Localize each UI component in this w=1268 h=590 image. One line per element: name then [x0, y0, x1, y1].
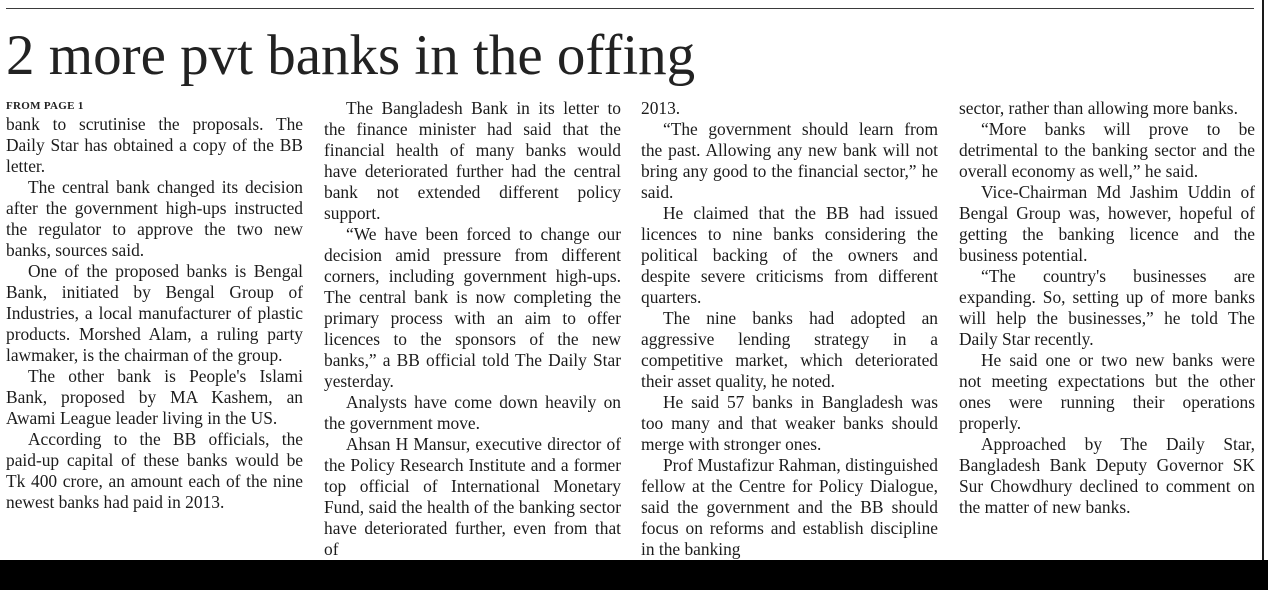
paragraph: bank to scrutinise the proposals. The Daily Star has obtained a copy of the BB letter. — [6, 114, 303, 176]
paragraph: “The country's businesses are expanding. So, setting up of more banks will help the businesses,” he told The Daily Star recently. — [959, 266, 1255, 349]
article-column-1 — [6, 98, 303, 560]
paragraph: “More banks will prove to be detrimental to the banking sector and the overall economy as well,” he said. — [959, 119, 1255, 181]
top-rule — [6, 8, 1254, 9]
paragraph: The central bank changed its decision after the government high-ups instructed the regulator to approve the two new banks, sources said. — [6, 177, 303, 260]
paragraph: He claimed that the BB had issued licences to nine banks considering the political backing of the owners and despite severe criticisms from different quarters. — [641, 203, 938, 307]
paragraph: The other bank is People's Islami Bank, proposed by MA Kashem, an Awami League leader living in the US. — [6, 366, 303, 428]
article-column-4 — [959, 98, 1255, 560]
paragraph: “We have been forced to change our decision amid pressure from different corners, including government high-ups. The central bank is now completing the primary process with an aim to offer licences to the sponsors of the new banks,” a BB official told The Daily Star yesterday. — [324, 224, 621, 391]
paragraph: Prof Mustafizur Rahman, distinguished fellow at the Centre for Policy Dialogue, said the government and the BB should focus on reforms and establish discipline in the banking — [641, 455, 938, 559]
paragraph: Ahsan H Mansur, executive director of the Policy Research Institute and a former top official of International Monetary Fund, said the health of the banking sector have deteriorated further, even from that of — [324, 434, 621, 559]
paragraph: 2013. — [641, 98, 681, 118]
paragraph: Analysts have come down heavily on the government move. — [324, 392, 621, 433]
paragraph: He said one or two new banks were not meeting expectations but the other ones were running their operations properly. — [959, 350, 1255, 433]
paragraph: The nine banks had adopted an aggressive lending strategy in a competitive market, which deteriorated their asset quality, he noted. — [641, 308, 938, 391]
paragraph: “The government should learn from the past. Allowing any new bank will not bring any good to the financial sector,” he said. — [641, 119, 938, 202]
paragraph: The Bangladesh Bank in its letter to the finance minister had said that the financial health of many banks would have deteriorated further had the central bank not extended different policy support. — [324, 98, 621, 223]
right-edge-rule — [1262, 0, 1264, 560]
paragraph: Approached by The Daily Star, Bangladesh Bank Deputy Governor SK Sur Chowdhury declined to comment on the matter of new banks. — [959, 434, 1255, 517]
paragraph: One of the proposed banks is Bengal Bank, initiated by Bengal Group of Industries, a local manufacturer of plastic products. Morshed Alam, a ruling party lawmaker, is the chairman of the group. — [6, 261, 303, 365]
paragraph: Vice-Chairman Md Jashim Uddin of Bengal Group was, however, hopeful of getting the banking licence and the business potential. — [959, 182, 1255, 265]
article-column-2 — [324, 98, 621, 560]
paragraph: According to the BB officials, the paid-up capital of these banks would be Tk 400 crore, an amount each of the nine newest banks had paid in 2013. — [6, 429, 303, 512]
paragraph: sector, rather than allowing more banks. — [959, 98, 1238, 118]
headline: 2 more pvt banks in the offing — [6, 24, 696, 87]
article-column-3 — [641, 98, 938, 560]
paragraph: He said 57 banks in Bangladesh was too many and that weaker banks should merge with stronger ones. — [641, 392, 938, 454]
kicker-from-page: FROM PAGE 1 — [6, 100, 84, 112]
